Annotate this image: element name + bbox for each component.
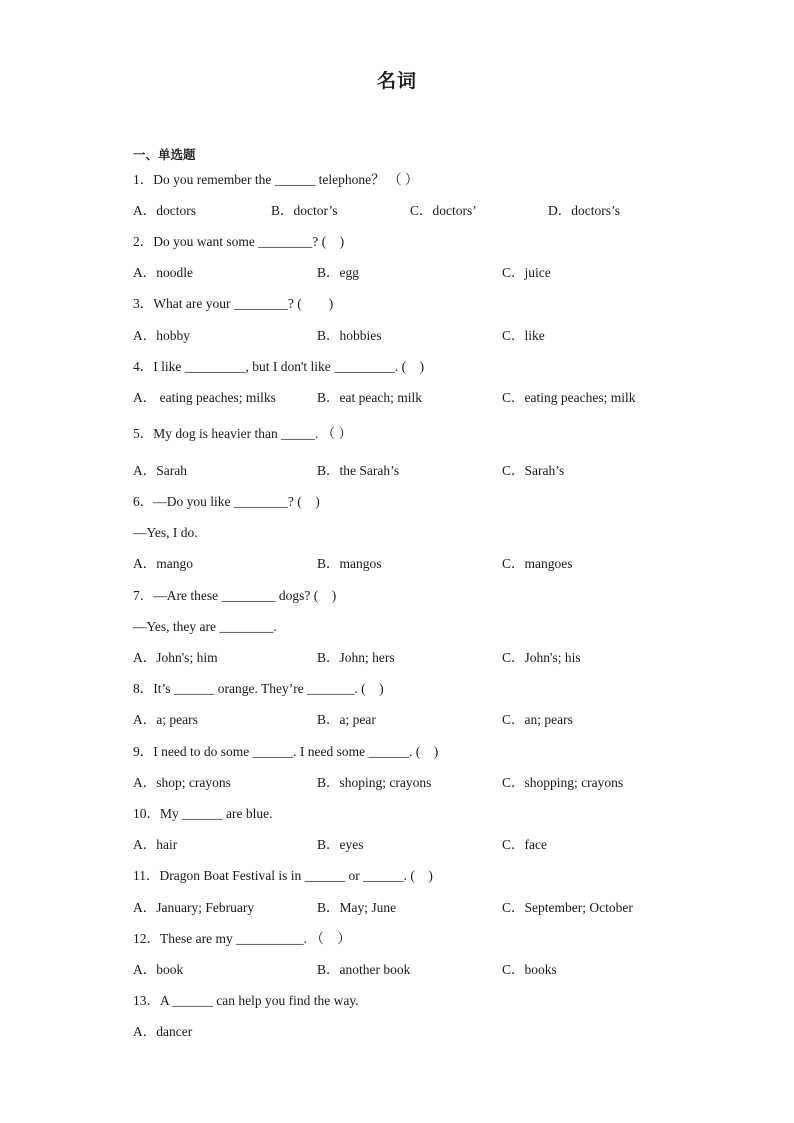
question-13-options: [133, 1023, 693, 1041]
question-5-stem: 5．My dog is heavier than _____. （ ）: [133, 426, 352, 441]
question-6-option-b[interactable]: B．mangos: [317, 556, 382, 571]
question-9-options: [133, 774, 693, 792]
question-7-answer-line: —Yes, they are ________.: [133, 619, 277, 634]
question-7-options: [133, 649, 693, 667]
question-8-options: [133, 711, 693, 729]
question-3-options: [133, 327, 693, 345]
question-2-option-c[interactable]: C．juice: [502, 265, 551, 280]
question-3-option-b[interactable]: B．hobbies: [317, 328, 382, 343]
question-10-option-b[interactable]: B．eyes: [317, 837, 364, 852]
question-11-stem: 11．Dragon Boat Festival is in ______ or ______. ( ): [133, 868, 433, 883]
question-2-stem: 2．Do you want some ________? ( ): [133, 234, 345, 249]
question-6-options: [133, 555, 693, 573]
question-7-option-c[interactable]: C．John's; his: [502, 650, 581, 665]
question-7-option-b[interactable]: B．John; hers: [317, 650, 395, 665]
question-7-option-a[interactable]: A．John's; him: [133, 650, 218, 665]
question-10-stem: 10．My ______ are blue.: [133, 806, 273, 821]
question-8-option-c[interactable]: C．an; pears: [502, 712, 573, 727]
question-10-options: [133, 836, 693, 854]
question-2-option-a[interactable]: A．noodle: [133, 265, 193, 280]
page-title: 名词: [376, 70, 417, 92]
question-12-option-a[interactable]: A．book: [133, 962, 184, 977]
question-8-option-a[interactable]: A．a; pears: [133, 712, 198, 727]
question-7-stem: 7．—Are these ________ dogs? ( ): [133, 588, 337, 603]
question-6-answer-line: —Yes, I do.: [133, 525, 198, 540]
question-5-option-a[interactable]: A．Sarah: [133, 463, 187, 478]
question-8-option-b[interactable]: B．a; pear: [317, 712, 376, 727]
question-1-stem: 1．Do you remember the ______ telephone？ （ ）: [133, 172, 419, 187]
question-1-option-b[interactable]: B．doctor’s: [271, 203, 338, 218]
question-12-options: [133, 961, 693, 979]
question-1-options: [133, 202, 693, 220]
question-1-option-c[interactable]: C．doctors’: [410, 203, 477, 218]
question-12-stem: 12．These are my __________. （ ）: [133, 931, 351, 946]
question-1-option-d[interactable]: D．doctors’s: [548, 203, 620, 218]
question-5-options: [133, 462, 693, 480]
question-13-option-a[interactable]: A．dancer: [133, 1024, 193, 1039]
question-1-option-a[interactable]: A．doctors: [133, 203, 196, 218]
question-6-option-c[interactable]: C．mangoes: [502, 556, 573, 571]
question-9-option-c[interactable]: C．shopping; crayons: [502, 775, 624, 790]
question-8-stem: 8．It’s ______ orange. They’re _______. ( ): [133, 681, 384, 696]
question-4-option-b[interactable]: B．eat peach; milk: [317, 390, 422, 405]
question-13-stem: 13．A ______ can help you find the way.: [133, 993, 359, 1008]
question-10-option-a[interactable]: A．hair: [133, 837, 178, 852]
question-11-option-c[interactable]: C．September; October: [502, 900, 633, 915]
question-12-option-b[interactable]: B．another book: [317, 962, 411, 977]
question-9-option-a[interactable]: A．shop; crayons: [133, 775, 231, 790]
question-6-stem: 6．—Do you like ________? ( ): [133, 494, 320, 509]
question-2-option-b[interactable]: B．egg: [317, 265, 359, 280]
question-3-option-a[interactable]: A．hobby: [133, 328, 190, 343]
question-6-option-a[interactable]: A．mango: [133, 556, 193, 571]
question-11-option-a[interactable]: A．January; February: [133, 900, 255, 915]
question-12-option-c[interactable]: C．books: [502, 962, 557, 977]
question-2-options: [133, 264, 693, 282]
question-9-stem: 9．I need to do some ______. I need some ______. ( ): [133, 744, 439, 759]
section-heading: 一、单选题: [133, 147, 196, 162]
question-11-options: [133, 899, 693, 917]
question-4-stem: 4．I like _________, but I don't like _________. ( ): [133, 359, 425, 374]
question-4-options: [133, 389, 693, 407]
question-9-option-b[interactable]: B．shoping; crayons: [317, 775, 432, 790]
question-4-option-c[interactable]: C．eating peaches; milk: [502, 390, 636, 405]
question-3-stem: 3．What are your ________? ( ): [133, 296, 334, 311]
question-5-option-c[interactable]: C．Sarah’s: [502, 463, 565, 478]
question-10-option-c[interactable]: C．face: [502, 837, 547, 852]
question-5-option-b[interactable]: B．the Sarah’s: [317, 463, 400, 478]
question-4-option-a[interactable]: A． eating peaches; milks: [133, 390, 276, 405]
question-11-option-b[interactable]: B．May; June: [317, 900, 397, 915]
question-3-option-c[interactable]: C．like: [502, 328, 545, 343]
